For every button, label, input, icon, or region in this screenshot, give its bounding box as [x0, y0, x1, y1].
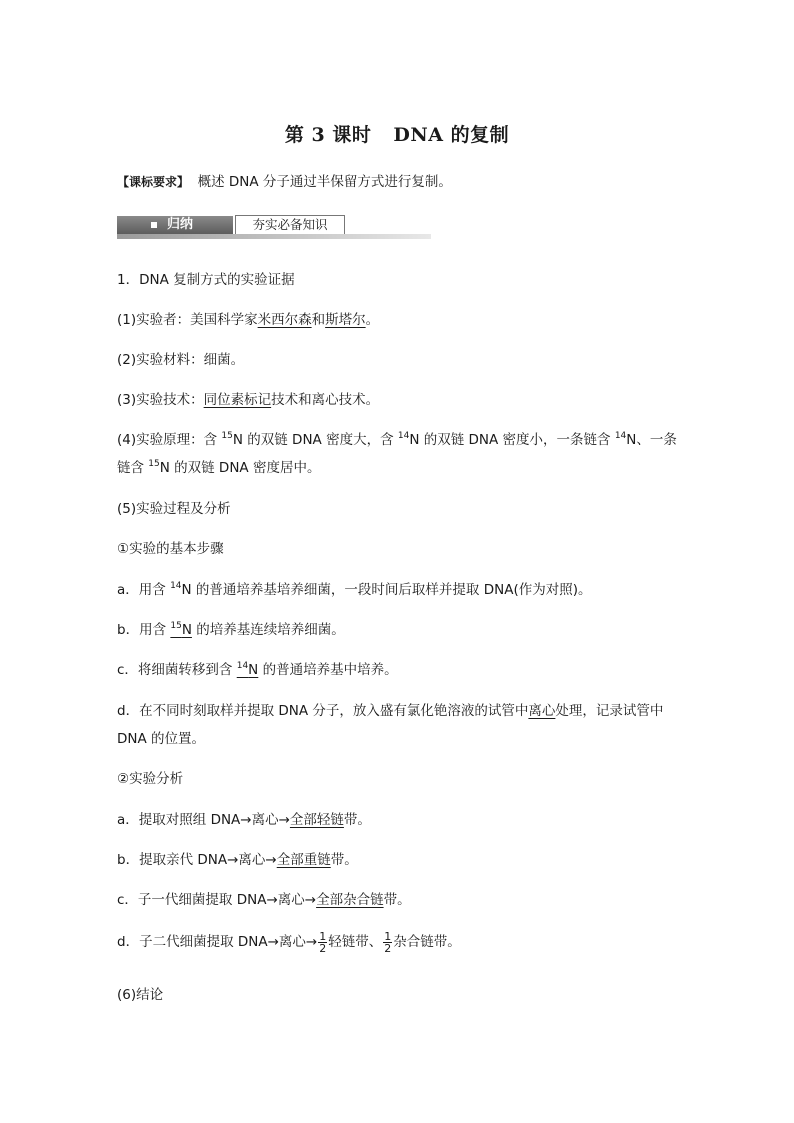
fraction-half: $\frac{1}{2}$ — [319, 929, 327, 955]
step-b: b．用含 $^{15}$N 的培养基连续培养细菌。 — [117, 620, 345, 638]
step-a: a．用含 $^{14}$N 的普通培养基培养细菌，一段时间后取样并提取 DNA(作为对照)。 — [117, 580, 592, 598]
analysis-a: a．提取对照组 DNA→离心→全部轻链带。 — [117, 812, 371, 828]
requirement-text: 概述 DNA 分子通过半保留方式进行复制。 — [197, 174, 452, 190]
section-banner — [117, 213, 431, 239]
para-5: (5)实验过程及分析 — [117, 501, 231, 517]
step-d-line2: DNA 的位置。 — [117, 731, 206, 747]
para-4-line2: 链含 $^{15}$N 的双链 DNA 密度居中。 — [117, 458, 321, 476]
banner-dark-tab: 归纳 — [117, 216, 233, 234]
step-c: c．将细菌转移到含 $^{14}$N 的普通培养基中培养。 — [117, 660, 398, 678]
analysis-c: c．子一代细菌提取 DNA→离心→全部杂合链带。 — [117, 892, 411, 908]
page-title: 第 3 课时 DNA 的复制 — [284, 124, 510, 146]
analysis-title: ②实验分析 — [117, 771, 184, 787]
para-1: (1)实验者：美国科学家米西尔森和斯塔尔。 — [117, 312, 380, 328]
para-3: (3)实验技术：同位素标记技术和离心技术。 — [117, 392, 380, 408]
banner-rule — [117, 234, 431, 239]
requirement-label: 【课标要求】 — [117, 175, 190, 189]
heading-1: 1．DNA 复制方式的实验证据 — [117, 272, 295, 288]
fraction-half: $\frac{1}{2}$ — [384, 929, 392, 955]
analysis-d: d．子二代细菌提取 DNA→离心→ $\frac{1}{2}$ 轻链带、 $\frac{1}{2}$ 杂合链带。 — [117, 929, 461, 955]
analysis-b: b．提取亲代 DNA→离心→全部重链带。 — [117, 852, 358, 868]
para-6: (6)结论 — [117, 987, 164, 1003]
para-4-line1: (4)实验原理：含 $^{15}$N 的双链 DNA 密度大，含 $^{14}$N 的双链 DNA 密度小，一条链含 $^{14}$N、一条 — [117, 430, 677, 448]
step-title: ①实验的基本步骤 — [117, 541, 224, 557]
curriculum-requirement — [117, 172, 452, 192]
para-2: (2)实验材料：细菌。 — [117, 352, 245, 368]
banner-box-label: 夯实必备知识 — [235, 215, 345, 235]
step-d-line1: d．在不同时刻取样并提取 DNA 分子，放入盛有氯化铯溶液的试管中离心处理，记录试管中 — [117, 703, 664, 719]
square-bullet-icon — [151, 222, 157, 228]
